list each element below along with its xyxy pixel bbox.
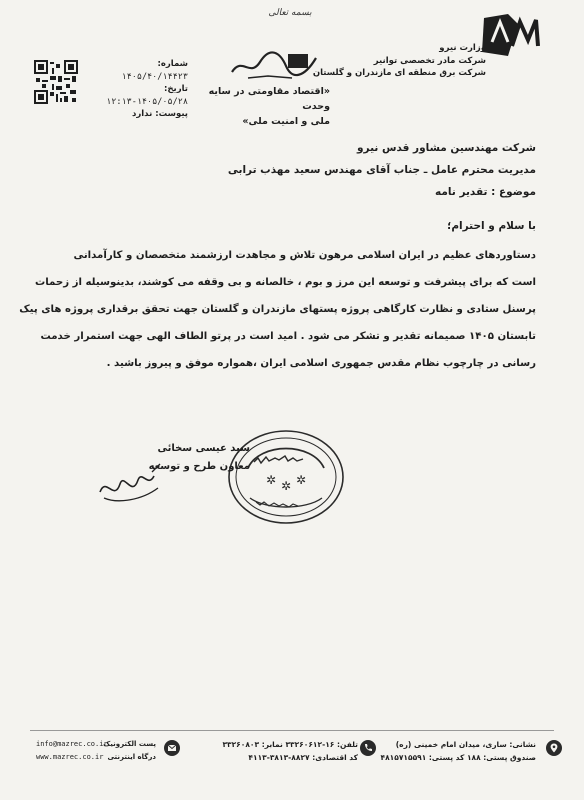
letter-meta [92, 58, 188, 121]
email-label: پست الکترونیک [103, 740, 156, 748]
attachment-value: ندارد [132, 109, 153, 119]
email-link[interactable]: info@mazrec.co.ir [36, 740, 108, 748]
website-label: درگاه اینترنتی [107, 753, 156, 761]
greeting: با سلام و احترام؛ [447, 220, 536, 232]
website-link[interactable]: www.mazrec.co.ir [36, 753, 104, 761]
svg-text:✲: ✲ [295, 473, 307, 487]
signer-title: معاون طرح و توسعه [148, 461, 250, 472]
svg-text:✲: ✲ [280, 479, 292, 493]
body-line: پرسنل ستادی و نظارت کارگاهی پروژه پستهای مازندران و گلستان جهت تحقق برقداری پروژه های پیک [19, 304, 536, 315]
company-logo-icon [478, 12, 546, 58]
signature-icon [92, 458, 172, 506]
org-company: شرکت برق منطقه ای مازندران و گلستان [312, 68, 486, 78]
mail-icon [164, 740, 180, 756]
attachment-label: پیوست: [155, 109, 188, 119]
slogan [190, 84, 330, 129]
slogan-line-2: ملی و امنیت ملی» [242, 116, 330, 127]
footer-divider [30, 730, 554, 731]
body-line: تابستان ۱۴۰۵ صمیمانه تقدیر و تشکر می شود . امید است در پرتو الطاف الهی جهت استمرار خدمت [40, 331, 536, 342]
letter-body [19, 242, 536, 377]
qr-code-icon [34, 60, 78, 104]
recipient-manager: مدیریت محترم عامل ـ جناب آقای مهندس سعید مهذب ترابی [227, 164, 536, 176]
letter-subject: موضوع : تقدیر نامه [435, 186, 536, 198]
recipient-company: شرکت مهندسین مشاور قدس نیرو [357, 142, 536, 154]
date-value: ۱۴۰۵/۰۵/۲۸-۱۲:۱۳ [106, 96, 188, 107]
phone-line-2: کد اقتصادی: ۸۸۲۷-۳۸۱۳-۴۱۱۳ [248, 753, 358, 762]
phone-icon [360, 740, 376, 756]
date-label: تاریخ: [164, 84, 188, 94]
address-line-2: صندوق پستی: ۱۸۸ کد پستی: ۴۸۱۵۷۱۵۵۹۱ [380, 753, 536, 762]
svg-text:✲: ✲ [265, 473, 277, 487]
body-line: است که برای پیشرفت و توسعه این مرز و بوم ، خالصانه و بی وقفه می کوشند، بدینوسیله از زحمات [34, 277, 536, 288]
org-parent: شرکت مادر تخصصی توانیر [373, 55, 486, 66]
body-line: رسانی در چارچوب نظام مقدس جمهوری اسلامی ایران ،همواره موفق و پیروز باشید . [106, 358, 536, 369]
slogan-logo-icon [228, 48, 320, 86]
recipient-block [216, 137, 536, 203]
signer-name: سید عیسی سخائی [157, 443, 250, 454]
footer-web [36, 738, 156, 764]
location-icon [546, 740, 562, 756]
number-value: ۱۴۰۵/۴۰/۱۴۴۲۳ [121, 71, 188, 82]
body-line: دستاوردهای عظیم در ایران اسلامی مرهون تلاش و مجاهدت ارزشمند متخصصان و کارآمدانی [73, 250, 536, 261]
header-heading: بسمه تعالی [268, 8, 312, 18]
slogan-line-1: «اقتصاد مقاومتی در سایه وحدت [208, 86, 330, 112]
phone-line-1: تلفن: ۱۶-۳۳۲۶۰۶۱۲ نمابر: ۳۳۲۶۰۸۰۳ [222, 740, 358, 749]
address-line-1: نشانی: ساری، میدان امام خمینی (ره) [395, 740, 536, 749]
number-label: شماره: [157, 59, 188, 69]
footer-phone [188, 738, 358, 764]
org-ministry: وزارت نیرو [439, 43, 486, 53]
